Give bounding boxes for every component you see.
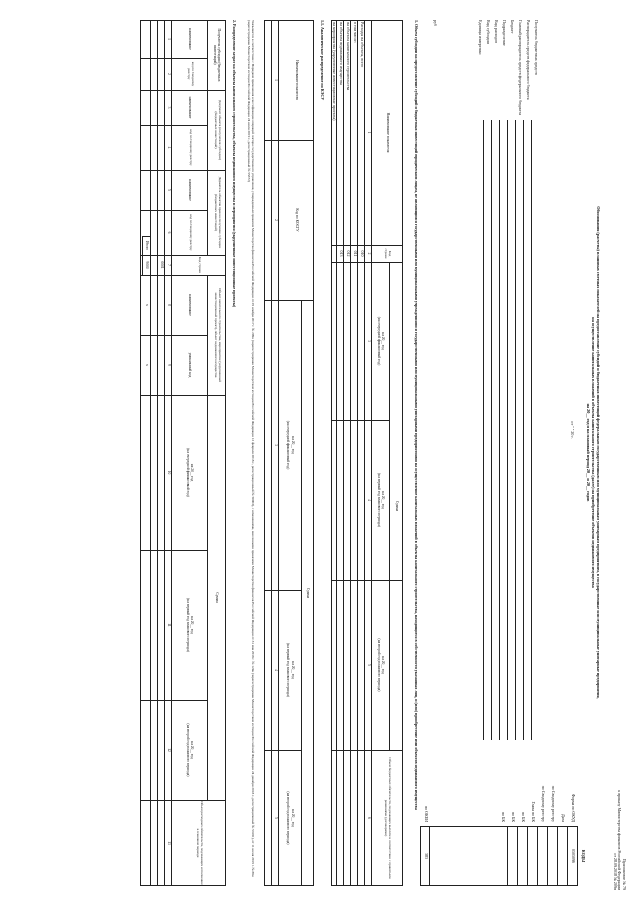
s1-row-realty-code: 012	[346, 250, 351, 257]
s2-header-object-name: наименование	[188, 294, 193, 316]
appendix-date: от 28.09.2018 № 209н	[612, 853, 618, 890]
s2-num-2: 2	[166, 73, 171, 75]
s2-total-mark-1: x	[145, 304, 150, 306]
s2-num-7: 7	[166, 264, 171, 266]
s11-num-5: 5	[273, 817, 278, 819]
s1-y1-sub: (на очередной финансовый год)	[377, 316, 381, 366]
s11-y2-label: на 20__ год	[290, 661, 295, 679]
form-code-value: 0505096	[571, 849, 576, 863]
s1-row-capital-code: 011	[353, 250, 358, 257]
field-recipient: Получатель бюджетных средств	[534, 20, 539, 75]
s11-header-name: Наименование показателя	[294, 60, 299, 100]
s11-y3-sub: (на второй год планового периода)	[286, 791, 291, 845]
s2-num-12: 12	[166, 748, 171, 752]
s1-row-capital-label: на объекты капитального строительства	[346, 22, 351, 91]
s1-y3-sub: (на второй год планового периода)	[377, 638, 381, 692]
s2-header-y3	[172, 700, 208, 800]
bk-label-2: по БК	[511, 811, 516, 822]
s2-y3-sub: (на второй год планового периода)	[186, 723, 190, 777]
bk-label-1: по БК	[521, 811, 526, 822]
appendix-order: к приказу Министерства финансов Российской Федерации	[617, 790, 623, 890]
field-division: Подразделение	[502, 20, 507, 46]
s11-y1-label: на 20__ год	[290, 436, 295, 454]
s1-row-including-label: в том числе:	[353, 22, 358, 43]
codes-box	[420, 826, 578, 886]
s11-num-2: 2	[273, 219, 278, 221]
title-line-3: на 20__ год и на плановый период 20__ и 20__ годов	[586, 403, 592, 502]
s2-header-code: Код строки	[197, 256, 202, 274]
s11-y1-sub: (на очередной финансовый год)	[286, 420, 291, 470]
s1-header-extra: Объем бюджетных обязательств, подлежащих выплате в соответствии с принятыми решениями (договорами)	[384, 757, 393, 879]
s2-header-object: Объект капитального строительства, мероприятие (укрупненный инвестиционный проект), объект недвижимого имущества	[214, 287, 222, 383]
s1-row-total-label: Расходы на объекты, всего	[360, 22, 365, 68]
field-budget: Бюджет	[510, 20, 515, 34]
appendix-note	[612, 700, 626, 890]
field-expense-type: Вид расходов	[494, 20, 499, 43]
okei-value: 383	[424, 853, 429, 859]
reestr-label-2: по Сводному реестру	[541, 785, 546, 822]
s11-header-sum: Сумма	[306, 587, 311, 599]
s2-header-holder-reestr: код по Сводному реестру	[188, 214, 193, 251]
date-label: Дата	[561, 814, 566, 822]
s2-header-decision: Документ объекта (получателя субсидии) (бюджетных инвестиций)	[214, 100, 222, 160]
s2-total-label: Итого	[145, 240, 150, 251]
s2-num-10: 10	[166, 470, 171, 475]
s2-header-extra: Объем расходных обязательств, подлежащих исполнению в плановом периоде	[196, 801, 204, 885]
s2-header-decision-name: наименование	[188, 96, 193, 119]
s1-row-projects-code: 013	[339, 250, 344, 257]
section-11-title: 1.1. Аналитическое распределение по КЭСУ	[320, 20, 325, 101]
s2-header-sum: Сумма	[215, 592, 220, 603]
date-line: от " " 20 г.	[570, 421, 575, 439]
s1-num-1: 1	[366, 131, 371, 134]
s11-num-1: 1	[273, 79, 278, 81]
s11-y3-label: на 20__ год	[290, 809, 295, 827]
form-title	[586, 80, 600, 825]
s1-y2-label: на 20__ год	[381, 491, 386, 509]
s2-header-y2	[172, 550, 208, 700]
s1-header-code: Код строки	[384, 248, 393, 259]
s2-header-recipient-name: наименование	[188, 28, 193, 50]
section-1-title: 1. Объем субсидии на предоставление субсидий и бюджетных инвестиций юридическим лицам, не являющимся государственными или муниципальными учреждениями и государственными или муниципальными унитарными предприятиями на осуществление капитальных вложений в объекты капитального строительства, находящиеся в собственности указанных лиц, и (или) приобретение ими объектов недвижимого имущества	[414, 20, 419, 810]
s1-header-sum: Сумма	[394, 500, 399, 512]
s2-num-4: 4	[166, 146, 171, 149]
s2-num-6: 6	[166, 231, 171, 234]
s1-num-4: 4	[366, 499, 371, 501]
s1-header-y3	[372, 580, 390, 750]
reestr-label: по Сводному реестру	[551, 785, 556, 822]
s11-header-code: Код по КОСГУ	[294, 208, 299, 232]
section-2-title: 2. Распределение затрат на объекты капитального строительства, объекты недвижимого имущества и мероприятия (укрупненные инвестиционные проекты)	[232, 20, 237, 308]
s11-header-y2	[279, 590, 302, 750]
s2-header-recipient: Получатель субсидии (бюджетных инвестиций)	[213, 28, 222, 82]
s1-header-y2	[372, 420, 390, 580]
s2-num-1: 1	[166, 38, 171, 40]
s11-header-y1	[279, 300, 302, 590]
s1-y2-sub: (на первый год планового периода)	[377, 473, 381, 527]
s2-header-decision-reestr: код по Сводному реестру	[188, 129, 193, 166]
s11-num-4: 4	[273, 669, 278, 671]
s2-y3-label: на 20__ год	[190, 741, 195, 759]
s1-y1-label: на 20__ год	[381, 332, 386, 350]
s1-num-2: 2	[366, 252, 371, 255]
s2-y1-label: на 20__ год	[190, 463, 195, 482]
s1-num-3: 3	[366, 340, 371, 342]
s11-header-y3	[279, 750, 302, 886]
s2-header-object-code: уникальный код	[188, 352, 193, 378]
form-label: Форма по ОКУД	[571, 793, 576, 822]
title-line-1: Обоснования (расчеты) плановых сметных показателей на предоставление субсидий и бюджетных инвестиций федеральным государственным или муниципальным унитарным предприятиям, в государственные или муниципальные унитарные предприятия,	[596, 206, 601, 699]
s2-header-holder: Держатель объектов прав на получение субсидии (бюджетных инвестиций)	[214, 176, 222, 249]
s2-num-3: 3	[166, 106, 171, 109]
s2-y2-sub: (на первый год планового периода)	[186, 598, 190, 652]
s2-num-5: 5	[166, 189, 171, 191]
s1-row-projects-label: на мероприятия (укрупненные инвестиционные проекты)	[332, 22, 337, 121]
s1-row-realty-label: на объекты недвижимого имущества	[339, 22, 344, 85]
s2-num-8: 8	[166, 304, 171, 306]
s1-num-6: 6	[366, 817, 371, 819]
s2-num-13: 13	[166, 841, 171, 845]
s2-total-mark-2: x	[145, 364, 150, 366]
field-unit: Единица измерения:	[478, 20, 483, 55]
s2-num-9: 9	[166, 364, 171, 366]
s1-y3-label: на 20__ год	[381, 656, 386, 674]
s2-num-11: 11	[166, 623, 171, 627]
s1-header-y1	[372, 262, 390, 420]
glava-label: Глава по БК	[531, 801, 536, 822]
s2-header-recipient-reestr: код по Сводному реестру	[187, 61, 195, 87]
s1-header-name: Наименование показателя	[385, 112, 390, 153]
codes-header: КОДЫ	[581, 849, 586, 863]
s11-y2-sub: (на первый год планового периода)	[286, 643, 291, 697]
s2-y2-label: на 20__ год	[190, 616, 195, 634]
s1-row-total-code: 010	[360, 250, 365, 257]
s2-total-code: 9000	[145, 261, 150, 269]
s2-y1-sub: (на очередной финансовый год)	[186, 448, 190, 497]
field-main-distributor: Главный распорядитель средств федерального бюджета	[518, 20, 523, 115]
s2-row-code: 0001	[159, 261, 164, 269]
bk-label-3: по БК	[501, 811, 506, 822]
title-line-2: на осуществление капитальных вложений в объекты капитального строительства (далее) на приобретение объектов недвижимого имущества	[591, 317, 597, 588]
s2-header-y1	[172, 395, 208, 550]
field-unit-value: руб	[433, 20, 438, 26]
footnote: Указывается в соответствии с Порядком применения классификации операций сектора государственного управления, утвержденным приказом Министерства финансов Российской Федерации от 29 ноября 2017 г. № 209н (зарегистрирован Министерством юстиции Российской Федерации 12 февраля 2018 г., регистрационный № 50003), с изменениями, внесенными приказами Министерства финансов Российской Федерации от 31 мая 2018 г. № 124н (зарегистрирован Министерством юстиции Российской Федерации 24 декабря 2018 г., регистрационный № 53181), от 11 июня 2019 г. № 86н (зарегистрирован Министерством юстиции Российской Федерации 24 июля 2019 г., регистрационный № 55372)	[247, 20, 255, 877]
s1-num-5: 5	[366, 664, 371, 666]
s11-num-3: 3	[273, 444, 278, 446]
field-distributor: Распорядитель средств федерального бюджета	[526, 20, 531, 100]
okei-label: по ОКЕИ	[424, 805, 429, 822]
appendix-number: Приложение № 79	[622, 858, 627, 890]
s2-header-holder-name: наименование	[188, 179, 193, 201]
field-subsidy-type: Вид субсидии	[486, 20, 491, 44]
